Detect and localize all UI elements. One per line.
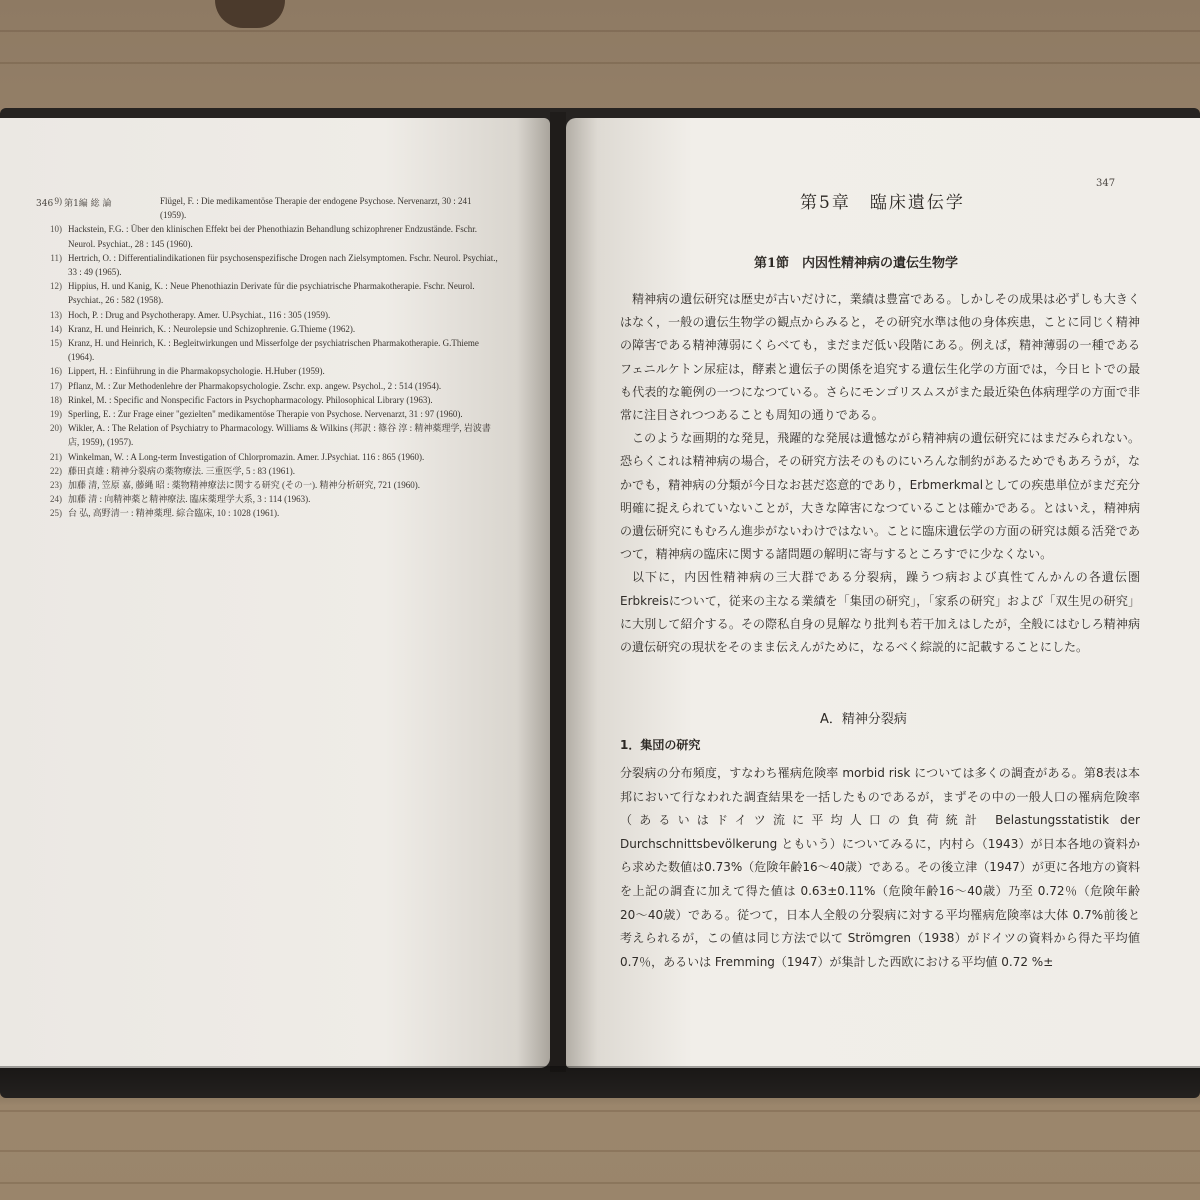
reference-item [30,279,500,307]
reference-number: 10) [50,224,62,235]
reference-text: 藤田貞雄 : 精神分裂病の薬物療法. 三重医学, 5 : 83 (1961). [68,465,295,476]
reference-item [30,322,500,336]
paragraph: 分裂病の分布頻度，すなわち罹病危険率 morbid risk については多くの調査がある。第8表は本邦において行なわれた調査結果を一括したものであるが，まずその中の一般人口の罹病危険率（あるいはドイツ流に平均人口の負荷統計 Belastungsstatistik der Durchschnittsbevölkerung ともいう）についてみるに，内村ら（1943）が日本各地の資料から求めた数値は0.73%（危険年齢16〜40歳）である。その後立津（1947）が更に各地方の資料を上記の調査に加えて得た値は 0.63±0.11%（危険年齢16〜40歳）乃至 0.72％（危険年齢20〜40歳）である。従つて，日本人全般の分裂病に対する平均罹病危険率は大体 0.7%前後と考えられるが，この値は同じ方法で以て Strömgren（1938）がドイツの資料から得た平均値 0.7％，あるいは Fremming（1947）が集計した西欧における平均値 0.72 %± [620,766,1140,969]
reference-item [30,421,500,449]
right-page-number: 347 [1096,178,1116,189]
reference-number: 25) [50,508,62,519]
reference-text: Hackstein, F.G. : Über den klinischen Effekt bei der Phenothiazin Behandlung schizophrener Endzustände. Fschr. Neurol. Psychiat., 28 : 145 (1960). [68,224,478,249]
reference-number: 19) [50,409,62,420]
book-gutter [550,112,566,1072]
reference-number: 17) [50,380,62,391]
wood-knot [215,0,285,28]
reference-number: 21) [50,451,62,462]
reference-text: 台 弘, 高野清一 : 精神薬理. 綜合臨床, 10 : 1028 (1961). [68,508,280,519]
reference-number: 22) [50,465,62,476]
reference-text: Flügel, F. : Die medikamentöse Therapie der endogene Psychose. Nervenarzt, 30 : 241 (1959). [160,196,472,221]
reference-item [30,336,500,364]
reference-text: Kranz, H. und Heinrich, K. : Neurolepsie und Schizophrenie. G.Thieme (1962). [68,323,356,334]
reference-item [30,492,500,506]
reference-item [30,251,500,279]
reference-number: 16) [50,366,62,377]
reference-item [30,379,500,393]
reference-number: 15) [50,338,62,349]
intro-body [620,288,1140,659]
reference-text: Hippius, H. und Kanig, K. : Neue Phenothiazin Derivate für die psychiatrische Pharmakotherapie. Fschr. Neurol. Psychiat., 26 : 582 (1958). [68,281,475,306]
reference-text: Hoch, P. : Drug and Psychotherapy. Amer. U.Psychiat., 116 : 305 (1959). [68,309,331,320]
reference-item [30,407,500,421]
reference-text: Kranz, H. und Heinrich, K. : Begleitwirkungen und Misserfolge der psychiatrischen Pharmakotherapie. G.Thieme (1964). [68,338,479,363]
reference-item [30,222,500,250]
subheading: 1．集団の研究 [620,738,701,752]
left-page-number: 346 [36,199,54,209]
subsection-body [620,762,1140,974]
reference-item [30,464,500,478]
reference-number: 13) [50,309,62,320]
reference-item [30,478,500,492]
paragraph: 精神病の遺伝研究は歴史が古いだけに，業績は豊富である。しかしその成果は必ずしも大きくはなく，一般の遺伝生物学の観点からみると，その研究水準は他の身体疾患，ことに同じく精神の障害である精神薄弱にくらべても，まだまだ低い段階にある。例えば，精神薄弱の一種であるフェニルケトン尿症は，酵素と遺伝子の関係を追究する遺伝生化学の方面では，今日ヒトでの最も代表的な範例の一つになつている。さらにモンゴリスムスがまた最近染色体病理学の方面で非常に注目されつつあることも周知の通りである。 [620,292,1140,423]
reference-number: 11) [50,252,62,263]
reference-number: 24) [50,494,62,505]
reference-text: Pflanz, M. : Zur Methodenlehre der Pharmakopsychologie. Zschr. exp. angew. Psychol., 2 : 514 (1954). [68,380,442,391]
reference-item [30,450,500,464]
reference-item [30,308,500,322]
paragraph: 以下に，内因性精神病の三大群である分裂病，躁うつ病および真性てんかんの各遺伝圏Erbkreisについて，従来の主なる業績を「集団の研究」，「家系の研究」および「双生児の研究」に大別して紹介する。その際私自身の見解なり批判も若干加えはしたが，全般にはむしろ精神病の遺伝研究の現状をそのまま伝えんがために，なるべく綜説的に記載することにした。 [620,570,1140,655]
reference-number: 12) [50,281,62,292]
reference-text: Sperling, E. : Zur Frage einer "gezielten" medikamentöse Therapie von Psychose. Nervenarzt, 31 : 97 (1960). [68,409,463,420]
reference-item [30,393,500,407]
reference-text: Winkelman, W. : A Long-term Investigation of Chlorpromazin. Amer. J.Psychiat. 116 : 865 (1960). [68,451,425,462]
reference-text: Hertrich, O. : Differentialindikationen für psychosenspezifische Drogen nach Zielsymptomen. Fschr. Neurol. Psychiat., 33 : 49 (1965). [68,252,498,278]
subsection-title: A．精神分裂病 [820,712,907,727]
reference-number: 20) [50,423,62,434]
reference-text: Rinkel, M. : Specific and Nonspecific Factors in Psychopharmacology. Philosophical Library (1963). [68,394,433,405]
paragraph: このような画期的な発見，飛躍的な発展は遺憾ながら精神病の遺伝研究にはまだみられない。恐らくこれは精神病の場合，その研究方法そのものにいろんな制約があるためでもあろうが，なかでも，精神病の分類が今日なお甚だ恣意的であり，Erbmerkmalとしての疾患単位がまだ充分明確に捉えられていないことが，大きな障害になつていることは確かである。とはいえ，精神病の遺伝研究にもむろん進歩がないわけではない。ことに臨床遺伝学の方面の研究は頗る活発であつて，精神病の臨床に関する諸問題の解明に寄与するところすでに少なくない。 [620,431,1140,562]
reference-list [30,194,500,521]
reference-number: 14) [50,323,62,334]
section-title: 第1節 内因性精神病の遺伝生物学 [754,256,959,271]
reference-item [30,364,500,378]
reference-number: 23) [50,480,62,491]
reference-text: 加藤 清 : 向精神薬と精神療法. 臨床薬理学大系, 3 : 114 (1963). [68,494,311,505]
reference-text: Wikler, A. : The Relation of Psychiatry to Pharmacology. Williams & Wilkins (邦訳 : 篠谷 淳 : 精神薬理学, 岩波書店, 1959), (1957). [68,423,491,448]
left-running-title: 第1編 総 論 [64,199,112,209]
reference-number: 9) [54,196,62,206]
reference-text: 加藤 清, 笠原 嘉, 藤縄 昭 : 薬物精神療法に関する研究 (その一). 精神分析研究, 721 (1960). [68,480,420,491]
reference-item [30,194,500,222]
page-bottom-shadow [0,1066,1200,1106]
reference-number: 18) [50,394,62,405]
reference-text: Lippert, H. : Einführung in die Pharmakopsychologie. H.Huber (1959). [68,366,325,377]
chapter-title: 第5章 臨床遺伝学 [800,193,965,213]
reference-item [30,506,500,520]
